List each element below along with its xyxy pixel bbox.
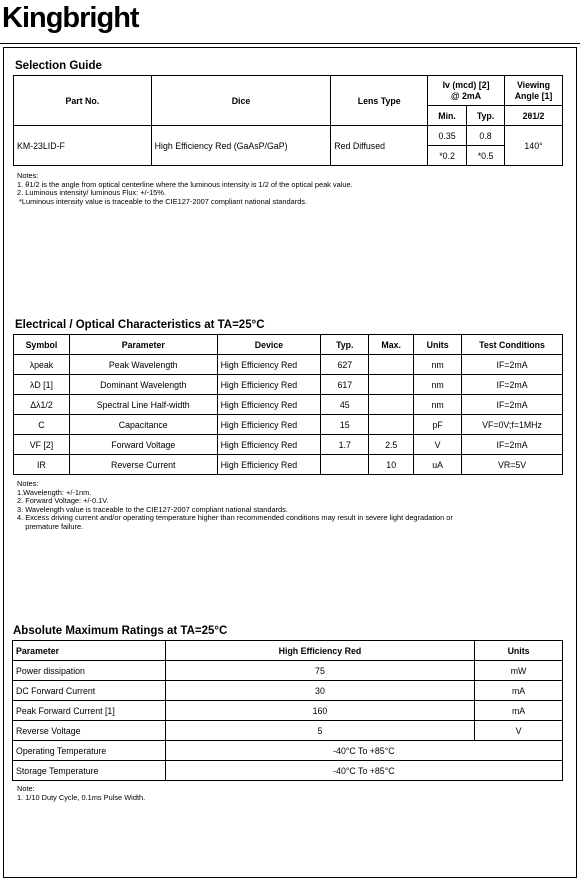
cell-parameter: Reverse Current <box>69 455 217 475</box>
header-units: Units <box>475 641 563 661</box>
note-line: 1. 1/10 Duty Cycle, 0.1ms Pulse Width. <box>17 792 146 802</box>
cell-test-condition: IF=2mA <box>462 355 563 375</box>
note-line: 4. Excess driving current and/or operating temperature higher than recommended conditions may result in severe light degradation or <box>17 513 453 523</box>
header-symbol: Symbol <box>14 335 70 355</box>
cell-max <box>369 355 414 375</box>
cell-typ: 15 <box>321 415 369 435</box>
note-line: 1.Wavelength: +/-1nm. <box>17 487 92 497</box>
cell-value: 5 <box>165 721 474 741</box>
cell-parameter: Forward Voltage <box>69 435 217 455</box>
cell-units: nm <box>414 355 462 375</box>
header-max: Max. <box>369 335 414 355</box>
cell-units: mW <box>475 661 563 681</box>
header-dice: Dice <box>151 76 331 126</box>
cell-units: mA <box>475 681 563 701</box>
cell-typ <box>321 455 369 475</box>
note-line: 3. Wavelength value is traceable to the CIE127-2007 compliant national standards. <box>17 504 288 514</box>
table-row <box>13 741 563 761</box>
cell-symbol: C <box>14 415 70 435</box>
cell-typ: 1.7 <box>321 435 369 455</box>
cell-parameter: Dominant Wavelength <box>69 375 217 395</box>
cell-viewing-angle: 140° <box>505 126 563 166</box>
cell-parameter: Capacitance <box>69 415 217 435</box>
header-min: Min. <box>428 106 467 126</box>
electrical-notes <box>17 480 453 532</box>
cell-device: High Efficiency Red <box>217 375 321 395</box>
header-iv-line1: Iv (mcd) [2] <box>442 79 490 90</box>
cell-parameter: Reverse Voltage <box>13 721 166 741</box>
note-line: Notes: <box>17 479 39 488</box>
cell-units: V <box>475 721 563 741</box>
table-row <box>13 701 563 721</box>
header-iv <box>428 76 505 106</box>
cell-max <box>369 395 414 415</box>
cell-lens: Red Diffused <box>331 126 428 166</box>
cell-iv-typ-traceable: *0.5 <box>467 146 505 166</box>
header-viewing-line2: Angle [1] <box>514 90 553 101</box>
note-line: Note: <box>17 784 35 793</box>
cell-parameter: Peak Forward Current [1] <box>13 701 166 721</box>
cell-parameter: Peak Wavelength <box>69 355 217 375</box>
table-row <box>14 415 563 435</box>
absolute-notes <box>17 785 145 802</box>
note-line: 1. θ1/2 is the angle from optical centerline where the luminous intensity is 1/2 of the optical peak value. <box>17 179 353 189</box>
cell-test-condition: IF=2mA <box>462 395 563 415</box>
cell-symbol: Δλ1/2 <box>14 395 70 415</box>
table-row <box>14 435 563 455</box>
cell-max <box>369 375 414 395</box>
cell-units: mA <box>475 701 563 721</box>
selection-guide-table <box>13 75 563 166</box>
cell-units: V <box>414 435 462 455</box>
cell-parameter: Operating Temperature <box>13 741 166 761</box>
cell-units: nm <box>414 395 462 415</box>
cell-part-no: KM-23LID-F <box>14 126 152 166</box>
header-device: Device <box>217 335 321 355</box>
header-iv-line2: @ 2mA <box>451 90 482 101</box>
cell-device: High Efficiency Red <box>217 415 321 435</box>
header-high-efficiency-red: High Efficiency Red <box>165 641 474 661</box>
absolute-ratings-table <box>12 640 563 781</box>
cell-value: -40°C To +85°C <box>165 741 562 761</box>
cell-value: 160 <box>165 701 474 721</box>
cell-parameter: Storage Temperature <box>13 761 166 781</box>
cell-value: -40°C To +85°C <box>165 761 562 781</box>
brand-logo: Kingbright <box>2 2 139 34</box>
header-typ: Typ. <box>321 335 369 355</box>
cell-symbol: λD [1] <box>14 375 70 395</box>
header-test-conditions: Test Conditions <box>462 335 563 355</box>
table-row <box>13 721 563 741</box>
header-viewing-angle <box>505 76 563 106</box>
selection-guide-title: Selection Guide <box>15 60 102 72</box>
cell-symbol: VF [2] <box>14 435 70 455</box>
cell-typ: 617 <box>321 375 369 395</box>
cell-test-condition: IF=2mA <box>462 375 563 395</box>
cell-test-condition: VR=5V <box>462 455 563 475</box>
header-half-angle: 2θ1/2 <box>505 106 563 126</box>
cell-typ: 627 <box>321 355 369 375</box>
cell-units: uA <box>414 455 462 475</box>
cell-symbol: λpeak <box>14 355 70 375</box>
cell-units: pF <box>414 415 462 435</box>
cell-device: High Efficiency Red <box>217 395 321 415</box>
cell-device: High Efficiency Red <box>217 355 321 375</box>
header-divider <box>0 43 580 44</box>
table-row <box>13 661 563 681</box>
cell-test-condition: VF=0V;f=1MHz <box>462 415 563 435</box>
table-row <box>13 761 563 781</box>
cell-dice: High Efficiency Red (GaAsP/GaP) <box>151 126 331 166</box>
cell-iv-min: 0.35 <box>428 126 467 146</box>
cell-max <box>369 415 414 435</box>
cell-parameter: Power dissipation <box>13 661 166 681</box>
note-line: Notes: <box>17 171 39 180</box>
header-parameter: Parameter <box>13 641 166 661</box>
cell-value: 75 <box>165 661 474 681</box>
cell-parameter: DC Forward Current <box>13 681 166 701</box>
header-typ: Typ. <box>467 106 505 126</box>
note-line: *Luminous intensity value is traceable to the CIE127-2007 compliant national standards. <box>17 196 308 206</box>
cell-max: 2.5 <box>369 435 414 455</box>
table-row <box>14 375 563 395</box>
electrical-title: Electrical / Optical Characteristics at TA=25°C <box>15 319 265 331</box>
header-viewing-line1: Viewing <box>516 79 551 90</box>
cell-device: High Efficiency Red <box>217 435 321 455</box>
cell-symbol: IR <box>14 455 70 475</box>
selection-notes <box>17 172 353 206</box>
cell-max: 10 <box>369 455 414 475</box>
cell-iv-min-traceable: *0.2 <box>428 146 467 166</box>
note-line: premature failure. <box>17 521 84 531</box>
note-line: 2. Forward Voltage: +/-0.1V. <box>17 496 109 506</box>
table-row <box>14 395 563 415</box>
cell-iv-typ: 0.8 <box>467 126 505 146</box>
header-units: Units <box>414 335 462 355</box>
cell-parameter: Spectral Line Half-width <box>69 395 217 415</box>
electrical-table <box>13 334 563 475</box>
header-lens-type: Lens Type <box>331 76 428 126</box>
cell-typ: 45 <box>321 395 369 415</box>
cell-device: High Efficiency Red <box>217 455 321 475</box>
table-row <box>14 455 563 475</box>
header-parameter: Parameter <box>69 335 217 355</box>
cell-units: nm <box>414 375 462 395</box>
absolute-ratings-title: Absolute Maximum Ratings at TA=25°C <box>13 625 228 637</box>
header-part-no: Part No. <box>14 76 152 126</box>
cell-test-condition: IF=2mA <box>462 435 563 455</box>
cell-value: 30 <box>165 681 474 701</box>
table-row <box>14 355 563 375</box>
note-line: 2. Luminous intensity/ luminous Flux: +/-15%. <box>17 188 166 198</box>
table-row <box>13 681 563 701</box>
